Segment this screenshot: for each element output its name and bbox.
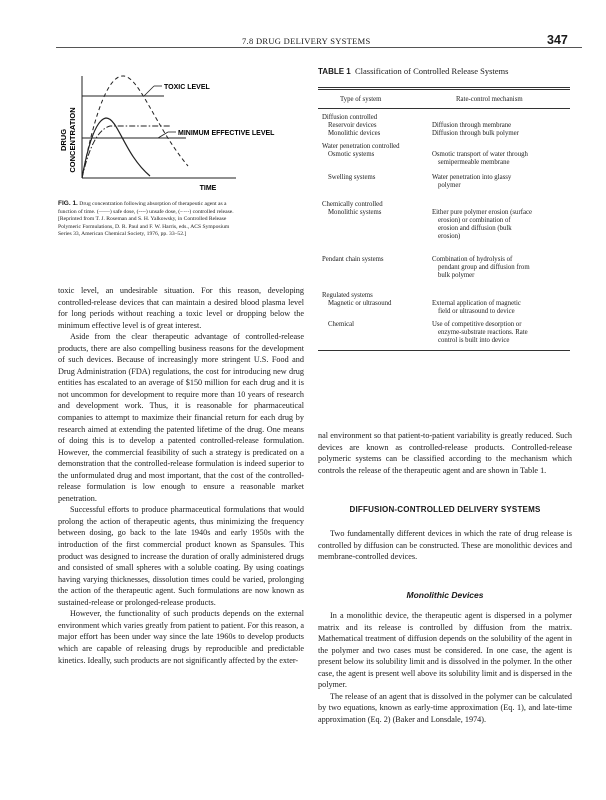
caption-line-3: [Reprinted from T. J. Roseman and S. H. Yalkowsky, in Controlled Release bbox=[58, 216, 227, 223]
table-top-rule-2 bbox=[318, 89, 570, 90]
table-cell: polymer bbox=[438, 182, 461, 189]
paragraph: nal environment so that patient-to-patient variability is greatly reduced. Such devices are known as controlled-release products. Controlled-release polymeric systems can be classified according to the mechanism which controls the release of the therapeutic agent and are shown in Table 1. bbox=[318, 431, 572, 475]
y-axis-label-line1: DRUG bbox=[59, 128, 68, 152]
right-column-intro bbox=[318, 430, 572, 476]
table-label: TABLE 1 bbox=[318, 67, 351, 76]
caption-line-5: Series 33, American Chemical Society, 1976, pp. 33–52.] bbox=[58, 231, 187, 238]
table-cell: bulk polymer bbox=[438, 272, 475, 279]
table-cell: Chemically controlled bbox=[322, 201, 383, 208]
caption-line-2: function of time. (——) safe dose, (----) unsafe dose, (-·-·-) controlled release. bbox=[58, 208, 234, 215]
unsafe-dose-curve bbox=[82, 76, 188, 178]
controlled-release-curve bbox=[82, 126, 170, 178]
table-cell: External application of magnetic bbox=[432, 300, 521, 307]
table-cell: erosion) bbox=[438, 233, 461, 240]
table-bottom-rule bbox=[318, 350, 570, 351]
table-col-header-mechanism: Rate-control mechanism bbox=[456, 96, 523, 103]
table-cell: semipermeable membrane bbox=[438, 159, 510, 166]
table-cell: Magnetic or ultrasound bbox=[328, 300, 392, 307]
running-head: 7.8 DRUG DELIVERY SYSTEMS bbox=[242, 36, 371, 46]
figure-caption-label: FIG. 1. bbox=[58, 200, 78, 207]
paragraph: Successful efforts to produce pharmaceutical formulations that would prolong the action of therapeutic agents, thus minimizing the frequency between dosing, go back to the late 1940s and early 1950s with the introduction of the first commercial product known as Spansules. This product was designed to increase the duration of orally administered drugs and consisted of small spheres with a soluble coating. By using coatings having varying thicknesses, dissolution times could be varied, prolonging the action of the therapeutic agent. Such formulations are now known as sustained-release or prolonged-release products. bbox=[58, 505, 304, 607]
table-cell: Combination of hydrolysis of bbox=[432, 256, 513, 263]
table-cell: Reservoir devices bbox=[328, 122, 377, 129]
paragraph: In a monolithic device, the therapeutic agent is dispersed in a polymer matrix and its release is controlled by diffusion from the matrix. Mathematical treatment of diffusion depends on the solubility of the agent in the polymer and two cases must be considered. In one case, the agent is present below its solubility limit and is dissolved in the polymer. In the other case, the agent is present well above its solubility limit and is dispersed in the polymer. bbox=[318, 611, 572, 690]
x-axis-label: TIME bbox=[199, 185, 217, 192]
table-cell: Monolithic systems bbox=[328, 209, 382, 216]
table-cell: Water penetration into glassy bbox=[432, 174, 512, 181]
safe-dose-curve bbox=[82, 118, 150, 178]
effective-label-leader bbox=[158, 132, 168, 138]
table-caption: Classification of Controlled Release Systems bbox=[355, 66, 509, 76]
toxic-level-label: TOXIC LEVEL bbox=[164, 84, 210, 91]
right-column-section-text bbox=[318, 528, 572, 563]
table-col-header-type: Type of system bbox=[340, 96, 382, 103]
table-cell: erosion and diffusion (bulk bbox=[438, 225, 512, 232]
paragraph: Aside from the clear therapeutic advantage of controlled-release products, there are also compelling business reasons for the development of such devices. Because of increasingly more stringent U.S. Food and Drug Administration (FDA) regulations, the cost for introducing new drug entities has escalated to an average of $150 million for each drug and it is not uncommon for development to require more than 10 years of research and development work. Thus, it is reasonable for pharmaceutical companies to attempt to maximize their financial return for each drug by research aimed at extending the patented lifetime of the drug. One means of doing this is to develop a patented controlled-release formulation. However, the commercial feasibility of such a strategy is predicated on a demonstration that the controlled-release formulation is indeed superior to the unformulated drug and most important, that the cost of the controlled-release formulation is low enough to ensure a reasonable market penetration. bbox=[58, 332, 304, 503]
table-cell: Water penetration controlled bbox=[322, 143, 400, 150]
table-cell: Either pure polymer erosion (surface bbox=[432, 209, 533, 216]
section-heading: DIFFUSION-CONTROLLED DELIVERY SYSTEMS bbox=[349, 505, 541, 514]
table-cell: Diffusion through membrane bbox=[432, 122, 512, 129]
table-title bbox=[318, 66, 508, 76]
table-cell: Diffusion controlled bbox=[322, 114, 378, 121]
table-header-rule bbox=[318, 108, 570, 109]
table-cell: control is built into device bbox=[438, 337, 510, 344]
page-number: 347 bbox=[547, 33, 568, 47]
table-cell: Regulated systems bbox=[322, 292, 373, 299]
paragraph: toxic level, an undesirable situation. For this reason, developing controlled-release devices that can maintain a desired blood plasma level for long periods without reaching a toxic level or dropping below the minimum effective level is of great interest. bbox=[58, 286, 304, 330]
header-rule bbox=[56, 47, 582, 48]
left-column-text bbox=[58, 285, 304, 666]
figure-caption bbox=[58, 200, 310, 239]
subsection-heading: Monolithic Devices bbox=[406, 590, 484, 600]
paragraph: The release of an agent that is dissolved in the polymer can be calculated by two equations, known as early-time approximation (Eq. 1), and late-time approximation (Eq. 2) (Baker and Lonsdale, 1974). bbox=[318, 691, 572, 724]
table-cell: enzyme-substrate reactions. Rate bbox=[438, 329, 528, 336]
table-top-rule bbox=[318, 87, 570, 88]
table-cell: Diffusion through bulk polymer bbox=[432, 130, 519, 137]
table-cell: Swelling systems bbox=[328, 174, 376, 181]
caption-line-1: Drug concentration following absorption of therapeutic agent as a bbox=[79, 201, 227, 207]
paragraph: Two fundamentally different devices in which the rate of drug release is controlled by diffusion can be constructed. These are monolithic devices and membrane-controlled devices. bbox=[318, 529, 572, 562]
table-cell: Osmotic systems bbox=[328, 151, 375, 158]
table-cell: field or ultrasound to device bbox=[438, 308, 515, 315]
toxic-label-leader bbox=[144, 86, 154, 96]
caption-line-4: Polymeric Formulations, D. R. Paul and F. W. Harris, eds., ACS Symposium bbox=[58, 223, 230, 230]
minimum-effective-level-label: MINIMUM EFFECTIVE LEVEL bbox=[178, 130, 275, 137]
table-cell: Use of competitive desorption or bbox=[432, 321, 522, 328]
table-cell: Pendant chain systems bbox=[322, 256, 384, 263]
y-axis-label-line2: CONCENTRATION bbox=[68, 107, 77, 173]
right-column-subsection-text bbox=[318, 610, 572, 725]
paragraph: However, the functionality of such products depends on the external environment which varies greatly from patient to patient. For this reason, a major effort has been under way since the late 1960s to develop products which are capable of releasing drugs by reproducible and predictable kinetics. Ideally, such products are not significantly affected by the exter- bbox=[58, 609, 304, 665]
table-cell: pendant group and diffusion from bbox=[438, 264, 530, 271]
table-cell: erosion) or combination of bbox=[438, 217, 511, 224]
table-cell: Monolithic devices bbox=[328, 130, 381, 137]
figure-drug-concentration bbox=[58, 66, 308, 196]
table-cell: Osmotic transport of water through bbox=[432, 151, 528, 158]
table-cell: Chemical bbox=[328, 321, 355, 328]
